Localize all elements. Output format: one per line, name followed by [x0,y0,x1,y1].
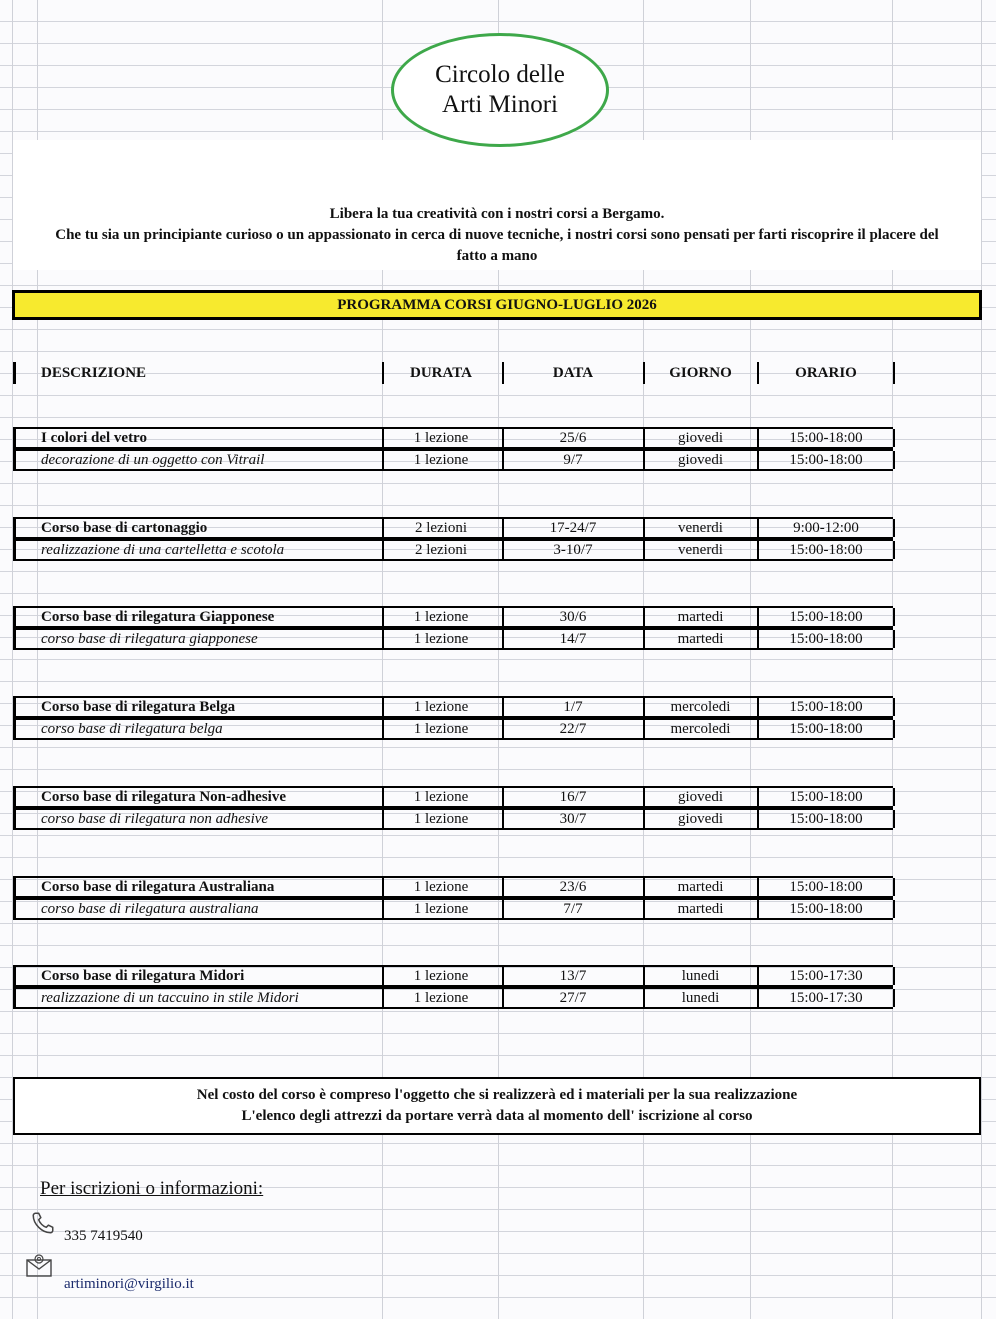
course-description: realizzazione di un taccuino in stile Midori [41,989,299,1006]
logo-line-2: Arti Minori [442,91,558,118]
course-orario: 15:00-18:00 [757,541,895,559]
course-giorno: mercoledi [643,720,756,738]
course-orario: 15:00-18:00 [757,698,895,716]
header-durata: DURATA [382,362,498,384]
header-data: DATA [502,362,642,384]
course-description: decorazione di un oggetto con Vitrail [41,451,265,468]
course-giorno: giovedi [643,788,756,806]
row-border [13,362,16,384]
phone-icon [30,1210,56,1236]
row-border [13,608,16,626]
course-title: Corso base di rilegatura Australiana [41,878,275,895]
course-durata: 1 lezione [382,967,498,985]
course-title: Corso base di rilegatura Midori [41,967,245,984]
row-border [13,900,16,918]
course-data: 9/7 [502,451,642,469]
course-durata: 1 lezione [382,429,498,447]
course-title-row [13,517,893,539]
course-title-row [13,427,893,449]
course-title: Corso base di rilegatura Giapponese [41,608,275,625]
course-giorno: lunedi [643,989,756,1007]
course-data: 16/7 [502,788,642,806]
course-orario: 15:00-18:00 [757,788,895,806]
course-durata: 1 lezione [382,989,498,1007]
row-border [13,810,16,828]
phone-number[interactable]: 335 7419540 [64,1228,143,1244]
course-description: corso base di rilegatura australiana [41,900,259,917]
course-durata: 1 lezione [382,698,498,716]
course-data: 14/7 [502,630,642,648]
course-detail-row [13,628,893,650]
course-giorno: martedi [643,630,756,648]
course-orario: 15:00-18:00 [757,451,895,469]
course-title-row [13,876,893,898]
row-border [13,519,16,537]
row-border [13,788,16,806]
course-durata: 1 lezione [382,810,498,828]
course-data: 13/7 [502,967,642,985]
course-data: 27/7 [502,989,642,1007]
course-durata: 1 lezione [382,451,498,469]
row-border [13,630,16,648]
note-line-2: L'elenco degli attrezzi da portare verrà data al momento dell' iscrizione al corso [241,1108,753,1124]
course-giorno: giovedi [643,429,756,447]
course-giorno: martedi [643,878,756,896]
row-border [13,429,16,447]
course-durata: 1 lezione [382,878,498,896]
course-giorno: martedi [643,900,756,918]
course-data: 1/7 [502,698,642,716]
row-border [13,720,16,738]
table-header-row [13,362,893,384]
course-durata: 1 lezione [382,788,498,806]
row-border [13,541,16,559]
course-data: 25/6 [502,429,642,447]
course-detail-row [13,718,893,740]
course-durata: 1 lezione [382,900,498,918]
course-title-row [13,696,893,718]
intro-text [14,204,980,267]
note-line-1: Nel costo del corso è compreso l'oggetto che si realizzerà ed i materiali per la sua realizzazione [196,1087,798,1103]
course-data: 17-24/7 [502,519,642,537]
course-giorno: venerdi [643,519,756,537]
course-durata: 1 lezione [382,630,498,648]
course-data: 3-10/7 [502,541,642,559]
course-description: corso base di rilegatura non adhesive [41,810,269,827]
course-giorno: venerdi [643,541,756,559]
intro-line-3: fatto a mano [456,248,538,264]
course-data: 30/7 [502,810,642,828]
course-orario: 15:00-17:30 [757,989,895,1007]
course-orario: 15:00-18:00 [757,720,895,738]
contact-title: Per iscrizioni o informazioni: [40,1178,264,1199]
course-title: I colori del vetro [41,429,147,446]
header-descrizione: DESCRIZIONE [41,364,147,381]
course-title: Corso base di rilegatura Belga [41,698,236,715]
course-giorno: giovedi [643,810,756,828]
email-address[interactable]: artiminori@virgilio.it [64,1276,194,1292]
header-orario: ORARIO [757,362,895,384]
course-durata: 1 lezione [382,608,498,626]
course-title-row [13,606,893,628]
course-description: realizzazione di una cartelletta e scotola [41,541,285,558]
course-giorno: lunedi [643,967,756,985]
course-detail-row [13,539,893,561]
program-banner-title: PROGRAMMA CORSI GIUGNO-LUGLIO 2026 [337,296,657,313]
envelope-icon [24,1251,54,1279]
course-orario: 15:00-18:00 [757,810,895,828]
course-title: Corso base di cartonaggio [41,519,208,536]
course-detail-row [13,449,893,471]
info-note [13,1077,981,1135]
course-durata: 2 lezioni [382,519,498,537]
course-giorno: mercoledi [643,698,756,716]
course-title: Corso base di rilegatura Non-adhesive [41,788,286,805]
course-detail-row [13,987,893,1009]
course-description: corso base di rilegatura giapponese [41,630,258,647]
course-title-row [13,786,893,808]
row-border [13,989,16,1007]
course-orario: 15:00-18:00 [757,900,895,918]
course-data: 23/6 [502,878,642,896]
course-orario: 9:00-12:00 [757,519,895,537]
header-giorno: GIORNO [643,362,756,384]
logo-line-1: Circolo delle [435,61,565,88]
course-detail-row [13,898,893,920]
course-data: 30/6 [502,608,642,626]
intro-line-1: Libera la tua creatività con i nostri corsi a Bergamo. [329,206,665,222]
course-data: 7/7 [502,900,642,918]
course-title-row [13,965,893,987]
row-border [13,451,16,469]
row-border [13,698,16,716]
course-durata: 1 lezione [382,720,498,738]
logo-circolo-arti-minori [391,33,609,147]
course-orario: 15:00-18:00 [757,608,895,626]
course-data: 22/7 [502,720,642,738]
course-orario: 15:00-18:00 [757,878,895,896]
row-border [13,967,16,985]
course-durata: 2 lezioni [382,541,498,559]
row-border [13,878,16,896]
course-giorno: martedi [643,608,756,626]
course-orario: 15:00-18:00 [757,429,895,447]
program-banner [12,290,982,320]
course-detail-row [13,808,893,830]
intro-line-2: Che tu sia un principiante curioso o un appassionato in cerca di nuove tecniche, i nostri corsi sono pensati per farti riscoprire il placere del [55,227,939,243]
grid-line [981,0,982,1319]
course-orario: 15:00-18:00 [757,630,895,648]
course-description: corso base di rilegatura belga [41,720,223,737]
course-orario: 15:00-17:30 [757,967,895,985]
course-giorno: giovedi [643,451,756,469]
